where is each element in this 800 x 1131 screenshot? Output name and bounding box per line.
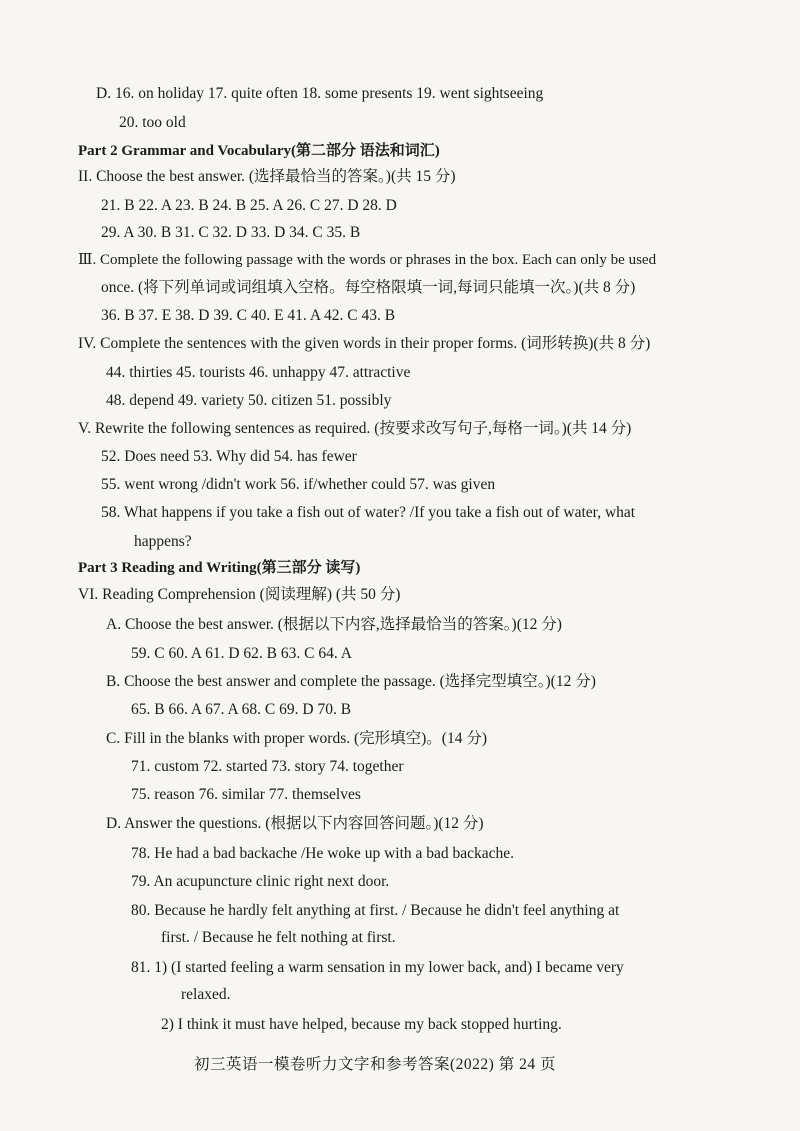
answer-81-1: 81. 1) (I started feeling a warm sensation in my lower back, and) I became very	[131, 959, 624, 976]
answer-81-1-cont: relaxed.	[181, 986, 231, 1003]
section-ii-heading: II. Choose the best answer. (选择最恰当的答案。)(共 15 分)	[78, 168, 456, 185]
answer-80-cont: first. / Because he felt nothing at first.	[161, 929, 396, 946]
answer-line-20: 20. too old	[119, 114, 186, 131]
answers-21-28: 21. B 22. A 23. B 24. B 25. A 26. C 27. D 28. D	[101, 197, 397, 214]
section-v-heading: V. Rewrite the following sentences as required. (按要求改写句子,每格一词。)(共 14 分)	[78, 420, 632, 437]
answer-81-2: 2) I think it must have helped, because my back stopped hurting.	[161, 1016, 562, 1033]
answer-line-d: D. 16. on holiday 17. quite often 18. some presents 19. went sightseeing	[96, 85, 544, 102]
part3-heading: Part 3 Reading and Writing(第三部分 读写)	[78, 560, 361, 576]
section-iii-heading-cont: once. (将下列单词或词组填入空格。每空格限填一词,每词只能填一次。)(共 8 分)	[101, 279, 636, 296]
answers-59-64: 59. C 60. A 61. D 62. B 63. C 64. A	[131, 645, 352, 662]
answers-52-54: 52. Does need 53. Why did 54. has fewer	[101, 448, 357, 465]
answer-79: 79. An acupuncture clinic right next door.	[131, 873, 390, 890]
answer-58: 58. What happens if you take a fish out of water? /If you take a fish out of water, what	[101, 504, 636, 521]
page-footer: 初三英语一模卷听力文字和参考答案(2022) 第 24 页	[194, 1056, 556, 1073]
answers-55-57: 55. went wrong /didn't work 56. if/whether could 57. was given	[101, 476, 496, 493]
answers-44-47: 44. thirties 45. tourists 46. unhappy 47. attractive	[106, 364, 411, 381]
answer-80: 80. Because he hardly felt anything at first. / Because he didn't feel anything at	[131, 902, 620, 919]
answers-71-74: 71. custom 72. started 73. story 74. together	[131, 758, 404, 775]
section-vi-heading: VI. Reading Comprehension (阅读理解) (共 50 分)	[78, 586, 401, 603]
answer-58-cont: happens?	[134, 533, 192, 550]
answers-65-70: 65. B 66. A 67. A 68. C 69. D 70. B	[131, 701, 352, 718]
answers-75-77: 75. reason 76. similar 77. themselves	[131, 786, 361, 803]
answer-78: 78. He had a bad backache /He woke up with a bad backache.	[131, 845, 515, 862]
answers-29-35: 29. A 30. B 31. C 32. D 33. D 34. C 35. B	[101, 224, 361, 241]
subsection-d-heading: D. Answer the questions. (根据以下内容回答问题。)(12 分)	[106, 815, 484, 832]
subsection-a-heading: A. Choose the best answer. (根据以下内容,选择最恰当的答案。)(12 分)	[106, 616, 562, 633]
section-iv-heading: IV. Complete the sentences with the given words in their proper forms. (词形转换)(共 8 分)	[78, 335, 651, 352]
part2-heading: Part 2 Grammar and Vocabulary(第二部分 语法和词汇)	[78, 143, 440, 159]
subsection-b-heading: B. Choose the best answer and complete the passage. (选择完型填空。)(12 分)	[106, 673, 596, 690]
answers-48-51: 48. depend 49. variety 50. citizen 51. possibly	[106, 392, 392, 409]
subsection-c-heading: C. Fill in the blanks with proper words. (完形填空)。(14 分)	[106, 730, 488, 747]
section-iii-heading: Ⅲ. Complete the following passage with the words or phrases in the box. Each can only be used	[78, 252, 657, 268]
answers-36-43: 36. B 37. E 38. D 39. C 40. E 41. A 42. C 43. B	[101, 307, 396, 324]
